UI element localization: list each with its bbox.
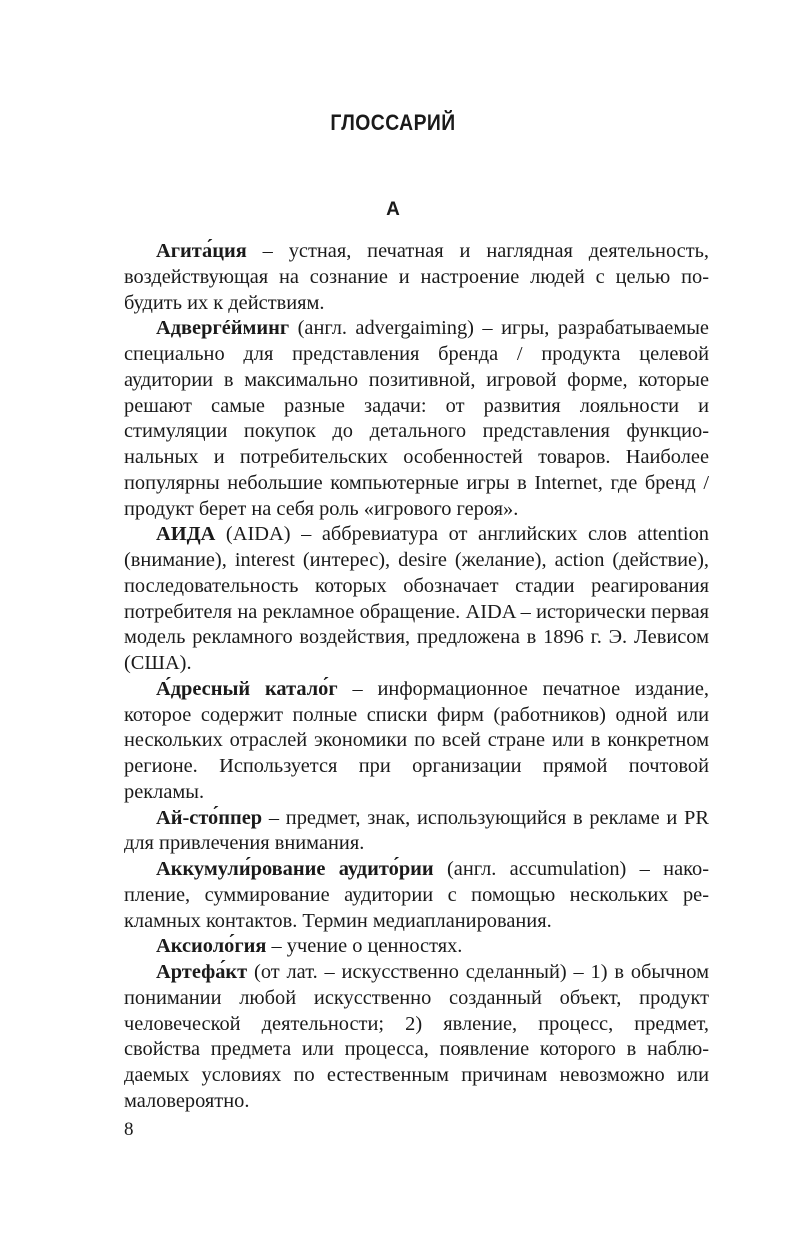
page-title: ГЛОССАРИЙ	[330, 110, 456, 135]
entry-definition: (AIDA) – аббревиатура от английских слов attention (внимание), interest (интерес), desire (желание), action (действие), последовательность которых обозначает стадии реагирования потребителя на рекламное обращение. AIDA – исторически первая модель рекламного воздействия, предложена в 1896 г. Э. Левисом (США).	[124, 523, 709, 674]
section-letter-heading: А	[386, 199, 400, 220]
entry-term: Адвергéйминг	[156, 317, 290, 340]
entry-definition: – информационное печатное издание, которое содержит полные списки фирм (работников) одной или нескольких отраслей экономики по всей стране или в конкретном регионе. Используется при организации прямой почтовой рекламы.	[124, 677, 710, 803]
glossary-entry	[124, 960, 709, 1115]
glossary-entry	[124, 806, 709, 858]
glossary-entry	[124, 316, 709, 522]
entry-term: Аксиоло́гия	[156, 935, 267, 958]
glossary-entries	[124, 239, 709, 1115]
entry-definition: – предмет, знак, использующийся в рекламе и PR для привлечения внимания.	[124, 806, 709, 855]
entry-definition: (англ. advergaiming) – игры, разрабатываемые специально для представления бренда / продукта целевой аудитории в максимально позитивной, игровой форме, которые решают самые разные задачи: от развития лояльности и стимуляции покупок до детального представления функциональных и потребительских особенностей товаров. Наиболее популярны небольшие компьютерные игры в Internet, где бренд / продукт берет на себя роль «игрового героя».	[124, 317, 709, 520]
entry-definition: (от лат. – искусственно сделанный) – 1) в обычном понимании любой искусственно созданный объект, продукт человеческой деятельности; 2) явление, процесс, предмет, свойства предмета или процесса, появление которого в наблюдаемых условиях по естественным причинам невозможно или маловероятно.	[124, 961, 709, 1112]
entry-term: А́дресный катало́г	[156, 677, 338, 700]
entry-definition: – учение о ценностях.	[266, 935, 463, 958]
glossary-entry	[124, 522, 709, 677]
entry-term: Аккумули́рование аудито́рии	[156, 858, 434, 880]
entry-term: Ай-сто́ппер	[156, 806, 263, 829]
glossary-entry	[124, 677, 709, 806]
glossary-entry	[124, 239, 709, 316]
entry-term: Агита́ция	[156, 240, 247, 262]
page-number: 8	[124, 1119, 134, 1140]
entry-definition: (англ. accumulation) – накопление, суммирование аудитории с помощью нескольких рекламных контактов. Термин медиапланирования.	[124, 858, 709, 932]
glossary-entry	[124, 934, 709, 960]
entry-term: АИДА	[156, 523, 216, 546]
entry-definition: – устная, печатная и наглядная деятельность, воздействующая на сознание и настроение людей с целью побудить их к действиям.	[124, 240, 709, 314]
entry-term: Артефа́кт	[156, 961, 248, 983]
glossary-entry	[124, 857, 709, 934]
